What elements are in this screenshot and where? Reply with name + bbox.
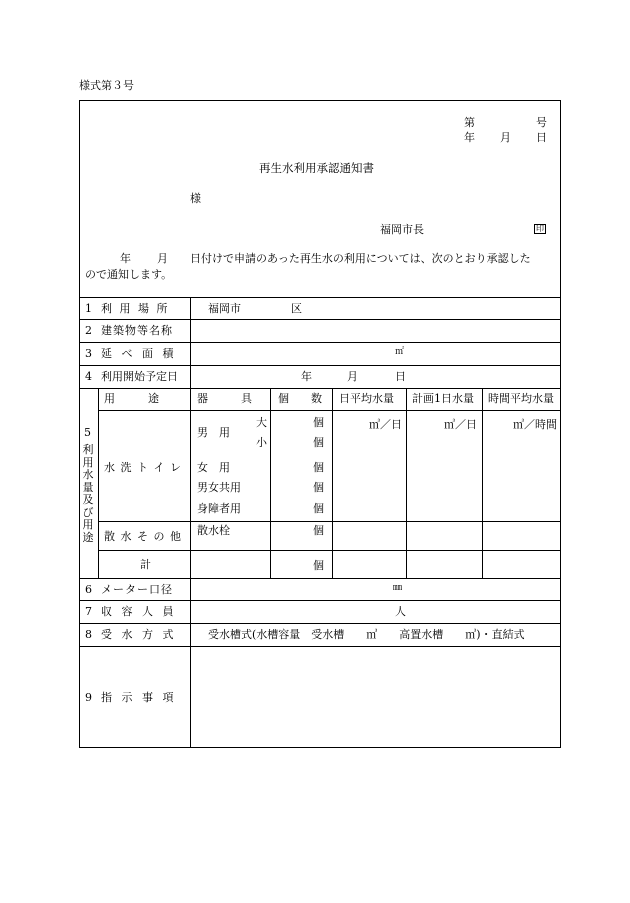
row-number: 6: [85, 583, 92, 596]
rule: [406, 388, 407, 578]
rule: [332, 388, 333, 578]
rule: [79, 578, 561, 579]
date-year-label: 年: [464, 131, 475, 144]
rule: [270, 388, 271, 578]
rule: [98, 410, 561, 411]
rule: [79, 623, 561, 624]
count-unit: 個: [313, 416, 324, 429]
usage-location-label: 利 用 場 所: [101, 302, 170, 315]
col-header-purpose: 用 途: [104, 392, 159, 405]
row-number: 7: [85, 605, 92, 618]
hourly-unit: ㎥／時間: [513, 418, 557, 431]
rule: [98, 550, 561, 551]
rule: [79, 646, 561, 647]
col-header-daily-avg: 日平均水量: [339, 392, 394, 405]
col-header-planned-daily: 計画1日水量: [412, 392, 474, 405]
small-label: 小: [256, 436, 267, 449]
ward-label: 区: [291, 302, 302, 315]
body-text-line2: ので通知します。: [85, 268, 173, 281]
person-unit: 人: [395, 605, 406, 618]
number-prefix: 第: [464, 116, 475, 129]
col-header-hourly-avg: 時間平均水量: [488, 392, 554, 405]
date-day-label: 日: [536, 131, 547, 144]
floor-area-label: 延 べ 面 積: [101, 347, 177, 360]
building-name-label: 建築物等名称: [101, 324, 173, 337]
row-number: 9: [85, 691, 92, 704]
rule: [482, 388, 483, 578]
rule: [79, 297, 561, 298]
document-title: 再生水利用承認通知書: [259, 161, 374, 175]
female-fixture-label: 女 用: [197, 461, 230, 474]
number-suffix: 号: [536, 116, 547, 129]
rule: [79, 600, 561, 601]
capacity-label: 収 容 人 員: [101, 605, 177, 618]
water-receiving-method: 受水槽式(水槽容量 受水槽 ㎥ 高置水槽 ㎥)・直結式: [208, 628, 525, 641]
rule: [190, 297, 191, 748]
male-fixture-label: 男 用: [197, 426, 230, 439]
form-number-label: 様式第３号: [79, 79, 134, 92]
city-label: 福岡市: [208, 302, 241, 315]
instructions-label: 指 示 事 項: [101, 691, 177, 704]
start-year: 年: [301, 370, 312, 383]
row-number: 3: [85, 347, 92, 360]
rule: [98, 521, 561, 522]
total-label: 計: [140, 558, 151, 571]
accessible-fixture-label: 身障者用: [197, 502, 241, 515]
row-number: 4: [85, 370, 92, 383]
sprinkler-tap-label: 散水栓: [197, 524, 230, 537]
row-number: 5: [84, 426, 91, 439]
flush-toilet-label: 水 洗 ト イ レ: [104, 461, 182, 474]
body-year: 年: [120, 252, 131, 265]
count-unit: 個: [313, 559, 324, 572]
count-unit: 個: [313, 436, 324, 449]
row-number: 2: [85, 324, 92, 337]
body-text-line1: 日付けで申請のあった再生水の利用については、次のとおり承認した: [190, 252, 531, 265]
diameter-unit: ㎜: [393, 583, 403, 593]
start-day: 日: [395, 370, 406, 383]
rule: [79, 388, 561, 389]
rule: [79, 342, 561, 343]
count-unit: 個: [313, 481, 324, 494]
water-usage-vertical-label: 利用水量及び用途: [82, 443, 94, 544]
sprinkle-other-label: 散 水 そ の 他: [104, 530, 182, 543]
rule: [98, 388, 99, 578]
unisex-fixture-label: 男女共用: [197, 481, 241, 494]
addressee-sama: 様: [190, 192, 201, 205]
date-month-label: 月: [500, 131, 511, 144]
row-number: 1: [85, 302, 92, 315]
meter-diameter-label: メーター口径: [101, 583, 173, 596]
rule: [79, 319, 561, 320]
large-label: 大: [256, 416, 267, 429]
body-month: 月: [157, 252, 168, 265]
count-unit: 個: [313, 524, 324, 537]
col-header-count: 個 数: [278, 392, 322, 405]
seal-mark: 印: [536, 224, 544, 233]
water-receiving-label: 受 水 方 式: [101, 628, 177, 641]
daily-unit: ㎥／日: [369, 418, 402, 431]
count-unit: 個: [313, 502, 324, 515]
row-number: 8: [85, 628, 92, 641]
area-unit: ㎡: [395, 347, 405, 357]
issuer-name: 福岡市長: [380, 223, 424, 236]
count-unit: 個: [313, 461, 324, 474]
col-header-fixture: 器 具: [197, 392, 252, 405]
start-date-label: 利用開始予定日: [101, 370, 178, 383]
planned-unit: ㎥／日: [444, 418, 477, 431]
start-month: 月: [347, 370, 358, 383]
rule: [79, 365, 561, 366]
